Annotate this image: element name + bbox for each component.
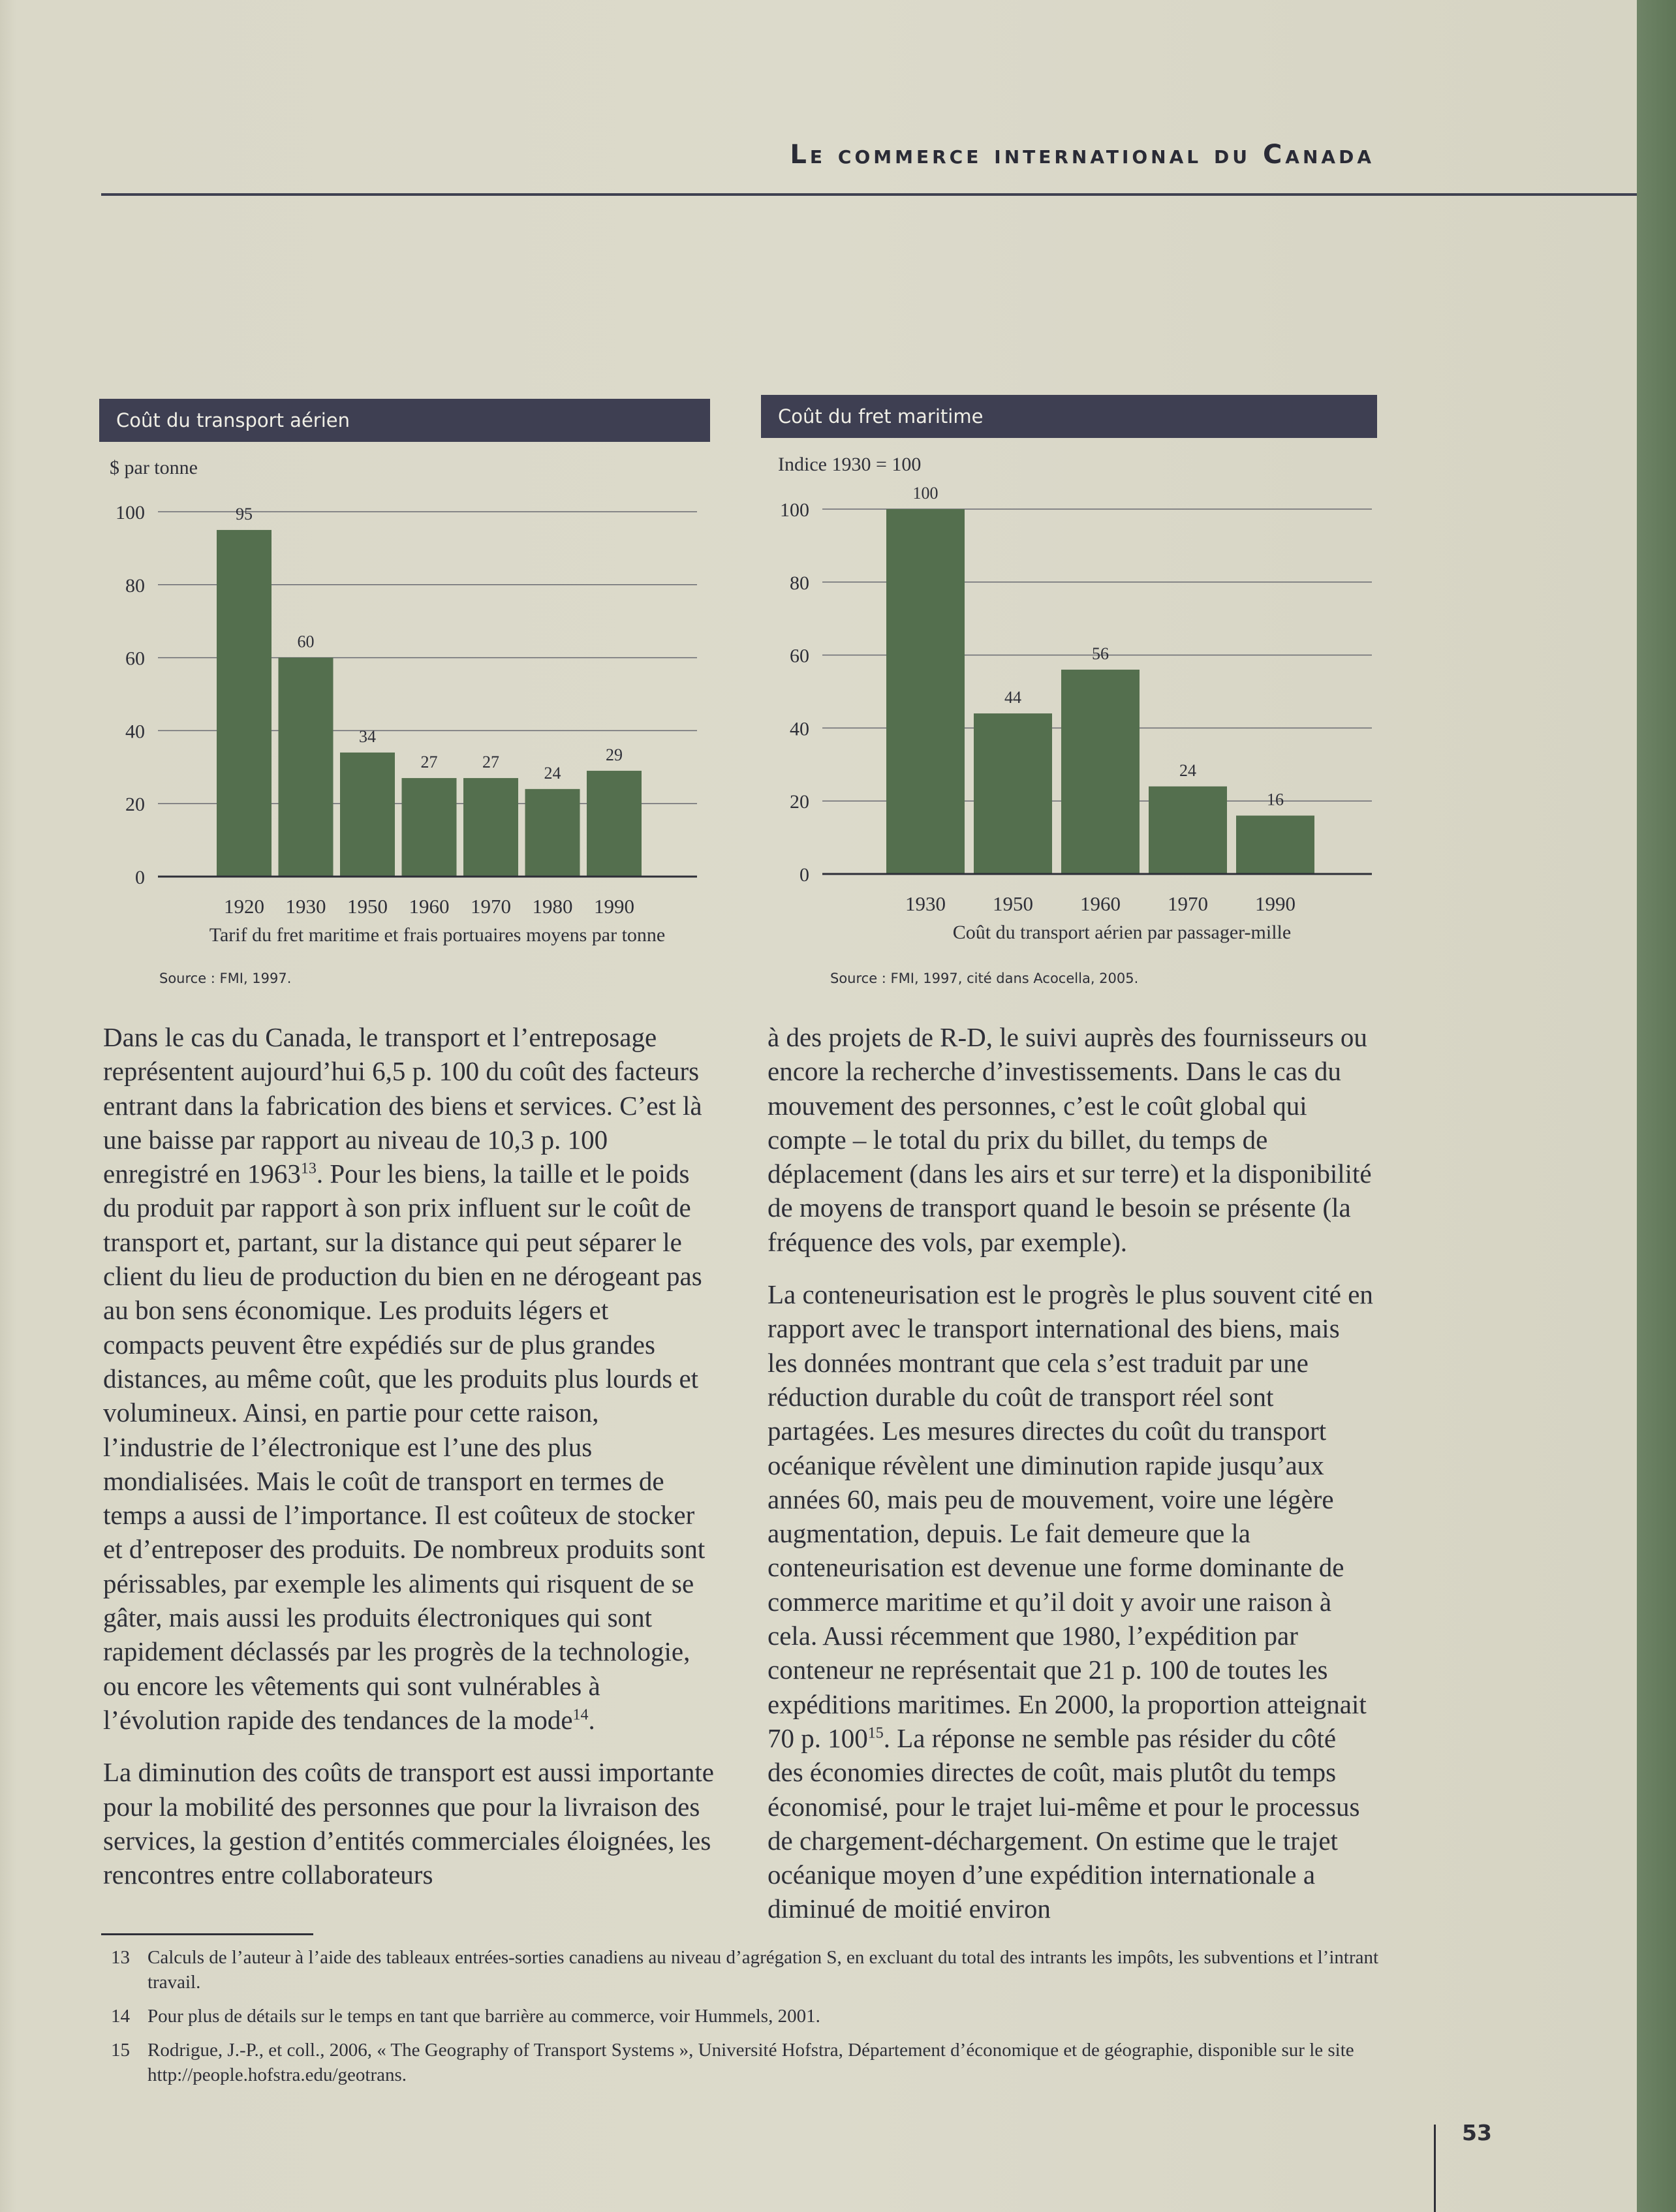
x-tick-label-1950: 1950 bbox=[347, 895, 388, 918]
data-label-1930: 100 bbox=[912, 484, 939, 503]
right-column bbox=[768, 1020, 1374, 1944]
bar-1990 bbox=[587, 771, 642, 877]
footnote-rule bbox=[101, 1933, 313, 1935]
chart-1-source: Source : FMI, 1997. bbox=[159, 971, 292, 986]
bar-1920 bbox=[217, 530, 272, 877]
left-column bbox=[103, 1020, 714, 1910]
footnote-15: 15 Rodrigue, J.-P., et coll., 2006, « The Geography of Transport Systems », Université Hofstra, Département d’économique et de géographie, disponible sur le site http://people.hofstra.edu/geotrans. bbox=[111, 2040, 1354, 2085]
chart-2-source: Source : FMI, 1997, cité dans Acocella, 2005. bbox=[830, 971, 1139, 986]
chart-1-title: Coût du transport aérien bbox=[99, 399, 710, 442]
y-tick-label: 0 bbox=[135, 867, 145, 888]
bar-1950 bbox=[340, 753, 395, 877]
x-axis-label: Tarif du fret maritime et frais portuaires moyens par tonne bbox=[209, 924, 666, 946]
chart-2-title: Coût du fret maritime bbox=[761, 395, 1377, 438]
x-tick-label-1980: 1980 bbox=[532, 895, 573, 918]
data-label-1980: 24 bbox=[544, 763, 561, 783]
paragraph: à des projets de R-D, le suivi auprès des fournisseurs ou encore la recherche d’investissements. Dans le cas du mouvement des personnes, c’est le coût global qui compte – le total du prix du billet, du temps de déplacement (dans les airs et sur terre) et la disponibilité de moyens de transport quand le besoin se présente (la fréquence des vols, par exemple). bbox=[768, 1022, 1372, 1257]
header-rule bbox=[101, 193, 1637, 196]
bar-1960 bbox=[402, 778, 457, 877]
paragraph: La conteneurisation est le progrès le plus souvent cité en rapport avec le transport international des biens, mais les données montrant que cela s’est traduit par une réduction durable du coût de transport réel sont partagées. Les mesures directes du coût du transport océanique révèlent une diminution rapide jusqu’aux années 60, mais peu de mouvement, voire une légère augmentation, depuis. Le fait demeure que la conteneurisation est devenue une forme dominante de commerce maritime et qu’il doit y avoir une raison à cela. Aussi récemment que 1980, l’expédition par conteneur ne représentait que 21 p. 100 de toutes les expéditions maritimes. En 2000, la proportion atteignait 70 p. $100^{15}$. La réponse ne semble pas résider du côté des économies directes de coût, mais plutôt du temps économisé, pour le trajet lui-même et pour le processus de chargement-déchargement. On estime que le trajet océanique moyen d’une expédition internationale a diminué de moitié environ bbox=[768, 1279, 1373, 1924]
footnote-ref-15: 15 bbox=[867, 1724, 884, 1742]
data-label-1990: 29 bbox=[606, 745, 623, 764]
footnote-ref-14: 14 bbox=[572, 1706, 589, 1724]
y-tick-label: 100 bbox=[780, 499, 809, 521]
page-number: 53 bbox=[1462, 2120, 1492, 2145]
x-tick-label-1990: 1990 bbox=[1255, 892, 1296, 915]
x-tick-label-1960: 1960 bbox=[409, 895, 450, 918]
data-label-1960: 56 bbox=[1092, 644, 1109, 663]
y-tick-label: 40 bbox=[790, 718, 809, 740]
chart-2-sea-freight-cost bbox=[760, 441, 1380, 950]
x-tick-label-1950: 1950 bbox=[993, 892, 1033, 915]
bar-1990 bbox=[1236, 816, 1314, 874]
paragraph: La diminution des coûts de transport est aussi importante pour la mobilité des personnes que pour la livraison des services, la gestion d’entités commerciales éloignées, les rencontres entre collaborateurs bbox=[103, 1757, 714, 1890]
data-label-1930: 60 bbox=[297, 632, 315, 651]
bar-1960 bbox=[1061, 670, 1140, 874]
data-label-1990: 16 bbox=[1267, 790, 1284, 809]
bar-1930 bbox=[279, 658, 334, 877]
data-label-1970: 24 bbox=[1179, 760, 1196, 780]
x-tick-label-1970: 1970 bbox=[471, 895, 511, 918]
data-label-1920: 95 bbox=[236, 504, 253, 523]
bar-1930 bbox=[886, 509, 965, 874]
paragraph: Dans le cas du Canada, le transport et l’entreposage représentent aujourd’hui 6,5 p. 100 du coût des facteurs entrant dans la fabrication des biens et services. C’est là une baisse par rapport au niveau de 10,3 p. 100 enregistré en 1963$^{13}$. Pour les biens, la taille et le poids du produit par rapport à son prix influent sur le coût de transport et, partant, sur la distance qui peut séparer le client du lieu de production du bien en ne dérogeant pas au bon sens économique. Les produits légers et compacts peuvent être expédiés sur de plus grandes distances, au même coût, que les produits plus lourds et volumineux. Ainsi, en partie pour cette raison, l’industrie de l’électronique est l’une des plus mondialisées. Mais le coût de transport en termes de temps a aussi de l’importance. Il est coûteux de stocker et d’entreposer des produits. De nombreux produits sont périssables, par exemple les aliments qui risquent de se gâter, mais aussi les produits électroniques qui sont rapidement déclassés par les progrès de la technologie, ou encore les vêtements qui sont vulnérables à l’évolution rapide des tendances de la mode$^{14}$. bbox=[103, 1022, 706, 1735]
bar-1980 bbox=[525, 789, 580, 877]
y-axis-label: Indice 1930 = 100 bbox=[778, 454, 922, 475]
y-tick-label: 80 bbox=[790, 572, 809, 594]
y-tick-label: 80 bbox=[125, 574, 145, 597]
x-tick-label-1990: 1990 bbox=[594, 895, 634, 918]
x-axis-label: Coût du transport aérien par passager-mille bbox=[952, 922, 1292, 943]
page-number-rule bbox=[1434, 2125, 1436, 2212]
chart-1-air-transport-cost bbox=[98, 444, 711, 953]
x-tick-label-1920: 1920 bbox=[224, 895, 264, 918]
y-tick-label: 60 bbox=[790, 645, 809, 667]
bar-1970 bbox=[1149, 787, 1227, 874]
footnote-14: 14 Pour plus de détails sur le temps en tant que barrière au commerce, voir Hummels, 2001. bbox=[111, 2006, 820, 2027]
footnote-13: 13 Calculs de l’auteur à l’aide des tableaux entrées-sorties canadiens au niveau d’agrégation S, en excluant du total des intrants les impôts, les subventions et l’intrant travail. bbox=[111, 1947, 1379, 1993]
data-label-1950: 34 bbox=[359, 726, 376, 746]
y-tick-label: 60 bbox=[125, 647, 145, 670]
y-tick-label: 100 bbox=[116, 502, 145, 523]
y-tick-label: 0 bbox=[799, 864, 809, 886]
footnote-ref-13: 13 bbox=[300, 1160, 317, 1177]
data-label-1970: 27 bbox=[482, 753, 499, 772]
x-tick-label-1930: 1930 bbox=[905, 892, 946, 915]
y-tick-label: 40 bbox=[125, 721, 145, 743]
x-tick-label-1960: 1960 bbox=[1080, 892, 1121, 915]
data-label-1960: 27 bbox=[420, 753, 438, 772]
bar-1950 bbox=[974, 713, 1052, 874]
y-axis-label: $ par tonne bbox=[110, 457, 198, 478]
x-tick-label-1970: 1970 bbox=[1168, 892, 1208, 915]
data-label-1950: 44 bbox=[1004, 688, 1021, 708]
y-tick-label: 20 bbox=[125, 794, 145, 816]
x-tick-label-1930: 1930 bbox=[285, 895, 326, 918]
page-edge-band bbox=[1637, 0, 1676, 2212]
bar-1970 bbox=[463, 778, 518, 877]
y-tick-label: 20 bbox=[790, 791, 809, 813]
running-head: Le commerce international du Canada bbox=[790, 140, 1374, 170]
footnotes bbox=[111, 1945, 1416, 2096]
